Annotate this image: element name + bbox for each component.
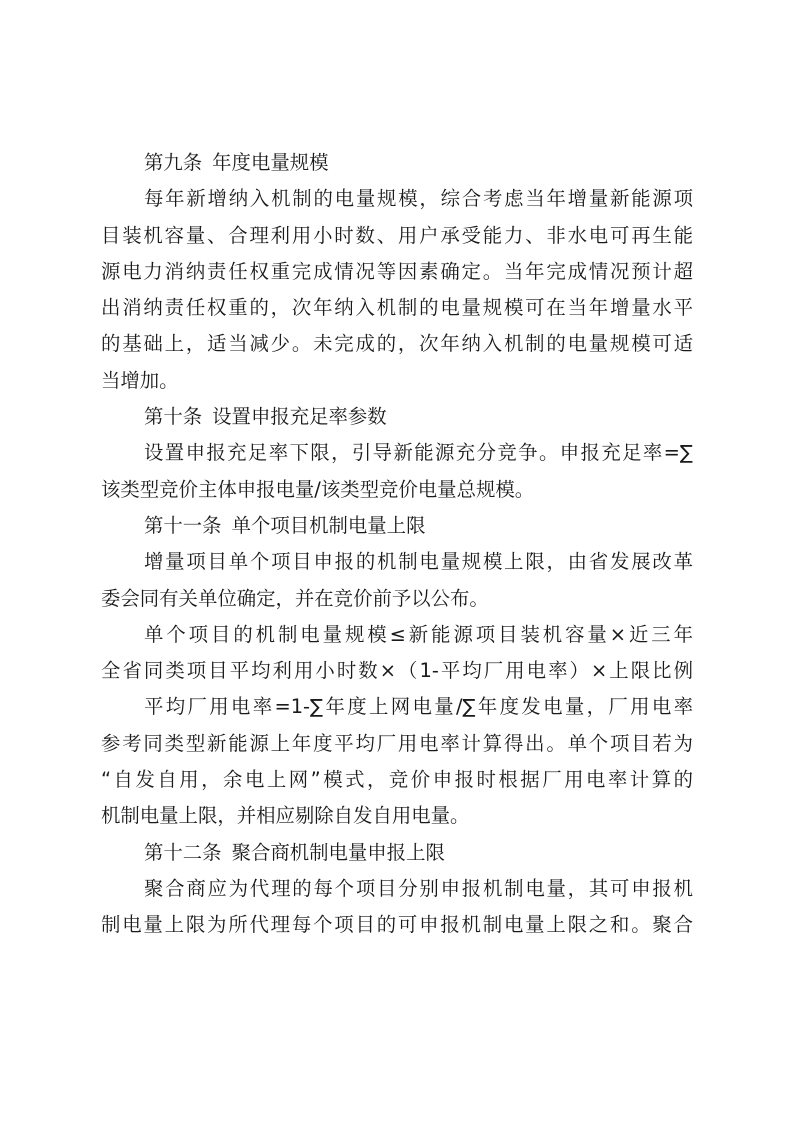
paragraph-line: “自发自用，余电上网”模式，竞价申报时根据厂用电率计算的 bbox=[101, 768, 693, 792]
paragraph-line: 参考同类型新能源上年度平均厂用电率计算得出。单个项目若为 bbox=[101, 731, 693, 755]
paragraph-line: 增量项目单个项目申报的机制电量规模上限，由省发展改革 bbox=[144, 550, 693, 574]
section-heading-9 bbox=[101, 145, 693, 181]
paragraph-line: 该类型竞价主体申报电量/该类型竞价电量总规模。 bbox=[101, 477, 535, 501]
document-body bbox=[101, 145, 693, 944]
article-title: 聚合商机制电量申报上限 bbox=[231, 840, 445, 864]
article-number: 第十二条 bbox=[144, 840, 222, 864]
paragraph-line: 单个项目的机制电量规模≤新能源项目装机容量×近三年 bbox=[144, 622, 693, 646]
paragraph-line: 委会同有关单位确定，并在竞价前予以公布。 bbox=[101, 586, 489, 610]
section-heading-12 bbox=[101, 835, 693, 871]
article-title: 单个项目机制电量上限 bbox=[231, 513, 426, 537]
paragraph-line: 全省同类项目平均利用小时数×（1-平均厂用电率）×上限比例 bbox=[101, 659, 693, 683]
paragraph-line: 的基础上，适当减少。未完成的，次年纳入机制的电量规模可适 bbox=[101, 332, 693, 356]
paragraph-line: 聚合商应为代理的每个项目分别申报机制电量，其可申报机 bbox=[144, 876, 693, 900]
article-number: 第十条 bbox=[144, 405, 203, 429]
article-number: 第十一条 bbox=[144, 513, 222, 537]
paragraph-line: 机制电量上限，并相应剔除自发自用电量。 bbox=[101, 804, 470, 828]
paragraph-line: 每年新增纳入机制的电量规模，综合考虑当年增量新能源项 bbox=[144, 187, 693, 211]
article-number: 第九条 bbox=[144, 151, 203, 174]
paragraph-line: 目装机容量、合理利用小时数、用户承受能力、非水电可再生能 bbox=[101, 223, 693, 247]
article-title: 设置申报充足率参数 bbox=[212, 405, 387, 429]
paragraph-line: 出消纳责任权重的，次年纳入机制的电量规模可在当年增量水平 bbox=[101, 296, 693, 320]
article-title: 年度电量规模 bbox=[212, 151, 329, 174]
section-heading-11 bbox=[101, 508, 693, 544]
paragraph-line: 制电量上限为所代理每个项目的可申报机制电量上限之和。聚合 bbox=[101, 913, 693, 937]
paragraph-line: 平均厂用电率=1-∑年度上网电量/∑年度发电量，厂用电率 bbox=[144, 695, 693, 719]
section-heading-10 bbox=[101, 399, 693, 435]
paragraph-line: 当增加。 bbox=[101, 368, 179, 392]
paragraph-line: 设置申报充足率下限，引导新能源充分竞争。申报充足率=∑ bbox=[144, 441, 693, 465]
paragraph-line: 源电力消纳责任权重完成情况等因素确定。当年完成情况预计超 bbox=[101, 259, 693, 283]
